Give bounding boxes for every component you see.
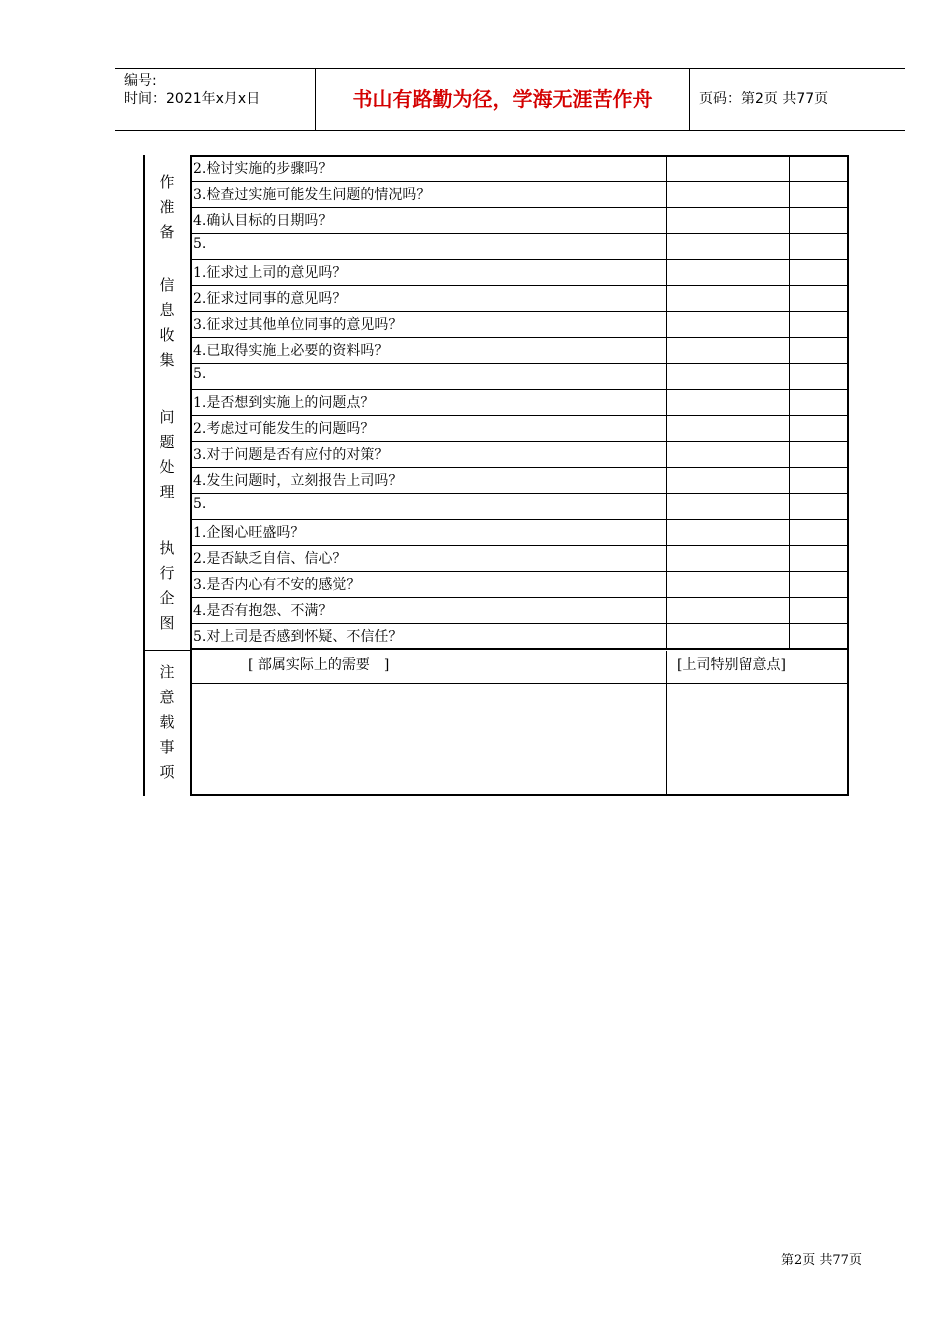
cell-divider — [789, 364, 790, 390]
question-text: 4.发生问题时，立刻报告上司吗？ — [193, 473, 403, 489]
table-row — [191, 364, 849, 390]
serial-label: 编号: — [124, 73, 157, 89]
table-row — [191, 468, 849, 494]
cell-divider — [666, 364, 667, 390]
cell-divider — [789, 546, 790, 572]
question-text: 2.是否缺乏自信、信心？ — [193, 551, 347, 567]
cell-divider — [666, 312, 667, 338]
question-text: 3.是否内心有不安的感觉？ — [193, 577, 361, 593]
notes-header-bottom-border — [191, 683, 849, 684]
question-text: 3.检查过实施可能发生问题的情况吗？ — [193, 187, 431, 203]
cell-divider — [789, 520, 790, 546]
cell-divider — [789, 494, 790, 520]
cell-divider — [666, 520, 667, 546]
cell-divider — [789, 442, 790, 468]
cell-divider — [666, 260, 667, 286]
cell-divider — [666, 234, 667, 260]
notes-supervisor-points: [上司特别留意点] — [677, 657, 786, 673]
question-text: 1.征求过上司的意见吗？ — [193, 265, 347, 281]
cell-divider — [666, 182, 667, 208]
cell-divider — [666, 442, 667, 468]
cell-divider — [666, 338, 667, 364]
table-row — [191, 572, 849, 598]
table-row — [191, 442, 849, 468]
footer-page-number: 第2页 共77页 — [781, 1253, 862, 1268]
cell-divider — [789, 156, 790, 182]
table-row — [191, 546, 849, 572]
table-row — [191, 260, 849, 286]
cell-divider — [789, 234, 790, 260]
cell-divider — [789, 390, 790, 416]
question-text: 2.征求过同事的意见吗？ — [193, 291, 347, 307]
cell-divider — [789, 468, 790, 494]
table-row — [191, 234, 849, 260]
cell-divider — [666, 494, 667, 520]
cell-divider — [666, 208, 667, 234]
notes-column-divider — [666, 651, 667, 795]
cell-divider — [789, 338, 790, 364]
cell-divider — [789, 624, 790, 650]
notes-subordinate-needs: [ 部属实际上的需要 ] — [248, 657, 390, 673]
cell-divider — [789, 416, 790, 442]
question-text: 3.征求过其他单位同事的意见吗？ — [193, 317, 403, 333]
table-row — [191, 390, 849, 416]
header-motto: 书山有路勤为径，学海无涯苦作舟 — [316, 69, 690, 130]
category-problem-handling: 问 题 处 理 — [159, 408, 175, 501]
cell-divider — [666, 468, 667, 494]
cell-divider — [789, 286, 790, 312]
table-row — [191, 182, 849, 208]
table-row — [191, 286, 849, 312]
question-text: 4.已取得实施上必要的资料吗？ — [193, 343, 389, 359]
question-text: 1.企图心旺盛吗？ — [193, 525, 305, 541]
header-page-number: 页码：第2页 共77页 — [699, 91, 829, 107]
cell-divider — [789, 598, 790, 624]
cell-divider — [666, 624, 667, 650]
table-row — [191, 338, 849, 364]
question-text: 1.是否想到实施上的问题点？ — [193, 395, 375, 411]
table-row — [191, 598, 849, 624]
question-text: 4.是否有抱怨、不满？ — [193, 603, 333, 619]
cell-divider — [789, 208, 790, 234]
cell-divider — [666, 598, 667, 624]
category-notes: 注 意 载 事 项 — [159, 663, 175, 781]
cell-divider — [789, 572, 790, 598]
question-text: 5. — [193, 366, 207, 382]
table-row — [191, 624, 849, 650]
question-text: 3.对于问题是否有应付的对策？ — [193, 447, 389, 463]
category-execution-intent: 执 行 企 图 — [159, 539, 175, 632]
cell-divider — [789, 312, 790, 338]
question-text: 2.检讨实施的步骤吗？ — [193, 161, 333, 177]
notes-section-divider — [143, 650, 191, 651]
cell-divider — [666, 416, 667, 442]
table-row — [191, 208, 849, 234]
category-info-collection: 信 息 收 集 — [159, 276, 175, 369]
header-meta — [115, 69, 316, 130]
page-header — [115, 68, 905, 131]
question-text: 5.对上司是否感到怀疑、不信任？ — [193, 629, 403, 645]
table-row — [191, 520, 849, 546]
cell-divider — [789, 182, 790, 208]
cell-divider — [666, 156, 667, 182]
cell-divider — [666, 286, 667, 312]
category-preparation: 作 准 备 — [159, 173, 175, 241]
question-text: 4.确认目标的日期吗？ — [193, 213, 333, 229]
question-text: 5. — [193, 236, 207, 252]
cell-divider — [789, 260, 790, 286]
question-text: 2.考虑过可能发生的问题吗？ — [193, 421, 375, 437]
table-row — [191, 312, 849, 338]
checklist-table — [143, 155, 849, 796]
cell-divider — [666, 546, 667, 572]
table-bottom-border — [191, 794, 849, 796]
question-text: 5. — [193, 496, 207, 512]
cell-divider — [666, 390, 667, 416]
cell-divider — [666, 572, 667, 598]
table-row — [191, 416, 849, 442]
table-row — [191, 494, 849, 520]
table-row — [191, 156, 849, 182]
time-label: 时间：2021年x月x日 — [124, 91, 261, 107]
